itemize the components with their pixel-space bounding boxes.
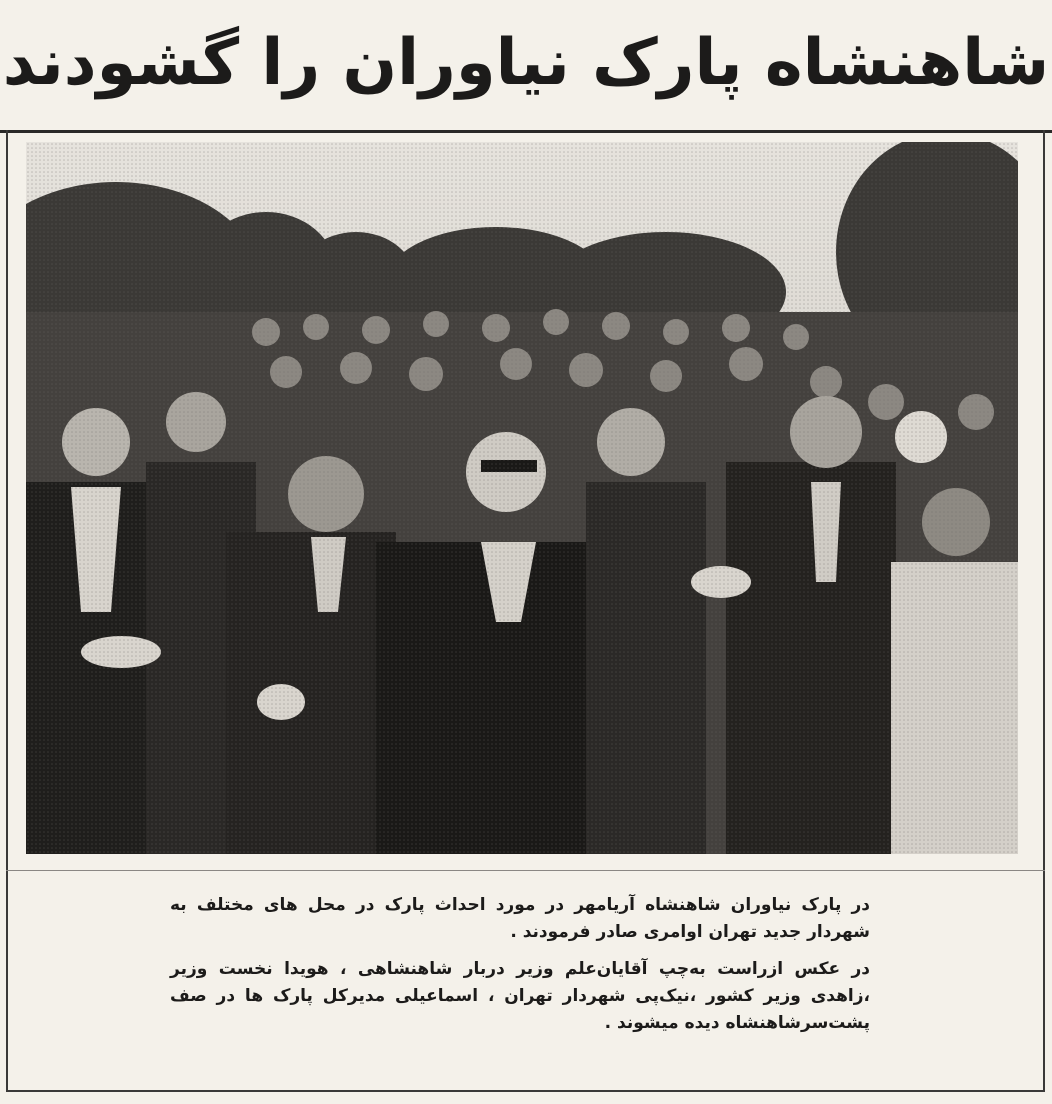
left-frame-line	[6, 130, 8, 1090]
halftone-overlay	[26, 142, 1018, 854]
newspaper-photo	[26, 142, 1018, 854]
photo-caption	[170, 892, 870, 1047]
top-rule	[0, 130, 1052, 133]
caption-divider	[6, 870, 1045, 871]
caption-paragraph-1: در پارک نیاوران شاهنشاه آریامهر در مورد احداث پارک در محل های مختلف به شهردار جدید تهران اوامری صادر فرمودند .	[170, 895, 870, 942]
right-frame-line	[1043, 130, 1045, 1090]
bottom-rule	[6, 1090, 1045, 1092]
caption-paragraph-2: در عکس ازراست به‌چپ آقایان‌علم وزیر دربار شاهنشاهی ، هویدا نخست وزیر ،زاهدی وزیر کشور ،نیک‌پی شهردار تهران ، اسماعیلی مدیرکل پارک ها در صف پشت‌سرشاهنشاه دیده میشوند .	[170, 959, 870, 1033]
headline: شاهنشاه پارک نیاوران را گشودند	[2, 26, 1050, 100]
photo-illustration	[26, 142, 1018, 854]
